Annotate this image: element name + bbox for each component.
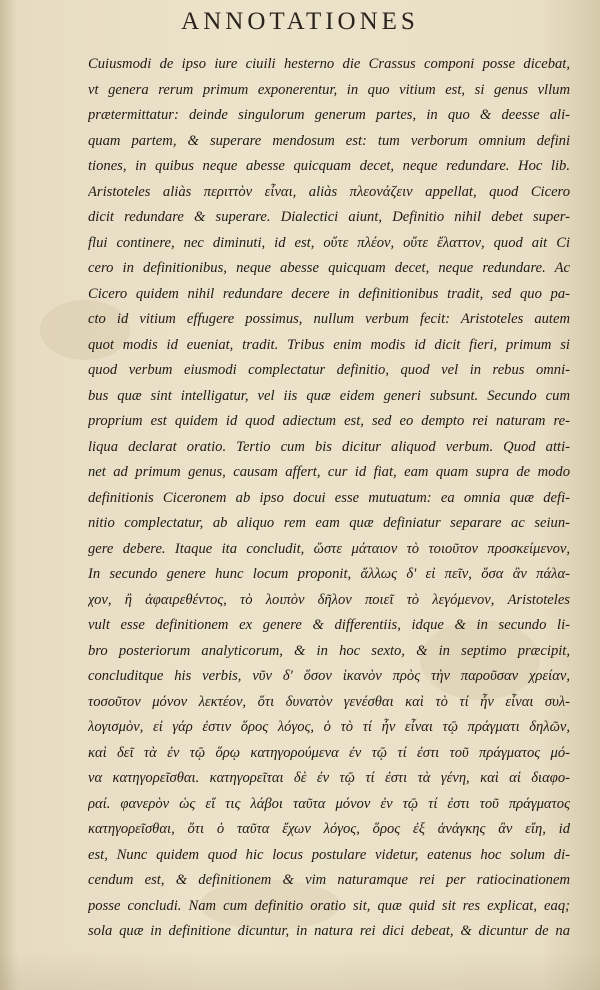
text-line: bus quæ sint intelligatur, vel iis quæ eidem generi subsunt. Secundo cum bbox=[88, 387, 570, 404]
text-line: net ad primum genus, causam affert, cur id fiat, eam quam supra de modo bbox=[88, 464, 570, 480]
text-line: cto id vitium effugere possimus, nullum verbum fecit: Aristoteles autem bbox=[88, 311, 570, 327]
text-line: prætermittatur: deinde singulorum generum partes, in quo & deesse ali- bbox=[88, 107, 570, 123]
text-line: proprium est quidem id quod adiectum est, sed eo dempto rei naturam re- bbox=[88, 413, 570, 429]
text-line: est, Nunc quidem quod hic locus postulare videtur, eatenus hoc solum di- bbox=[88, 846, 570, 863]
text-line: quod verbum eiusmodi complectatur definitio, quod vel in rebus omni- bbox=[88, 362, 570, 378]
text-line: nitio complectatur, ab aliquo rem eam quæ definiatur separare ac seiun- bbox=[88, 515, 570, 531]
running-title: ANNOTATIONES bbox=[181, 8, 419, 35]
text-line: quot modis id eueniat, tradit. Tribus enim modis id dicit fieri, primum si bbox=[88, 336, 570, 353]
text-line: τοσοῦτον μόνον λεκτέον, ὅτι δυνατὸν γενέσθαι καὶ τὸ τί ἦν εἶναι συλ- bbox=[88, 693, 570, 710]
text-line: cendum est, & definitionem & vim naturamque rei per ratiocinationem bbox=[88, 872, 570, 888]
text-line: bro posteriorum analyticorum, & in hoc sexto, & in septimo præcipit, bbox=[88, 642, 570, 659]
text-line: posse concludi. Nam cum definitio oratio sit, quæ quid sit res explicat, eaq; bbox=[88, 897, 570, 914]
text-line: liqua declarat oratio. Tertio cum bis dicitur aliquod verbum. Quod atti- bbox=[88, 438, 570, 455]
text-line: In secundo genere hunc locum proponit, ἄλλως δ' εἰ πεῖν, ὅσα ἂν πάλα- bbox=[88, 566, 570, 582]
page-bottom-shadow bbox=[0, 950, 600, 990]
text-line: cero in definitionibus, neque abesse quicquam decet, neque redundare. Ac bbox=[88, 260, 570, 276]
text-line: να κατηγορεῖσθαι. κατηγορεῖται δὲ ἐν τῷ τί ἐστι τὰ γένη, καὶ αἱ διαφο- bbox=[88, 770, 570, 786]
text-line: quam partem, & superare mendosum est: tum verborum omnium defini bbox=[88, 132, 570, 149]
text-line: gere debere. Itaque ita concludit, ὥστε μάταιον τὸ τοιοῦτον προσκείμενον, bbox=[88, 540, 570, 557]
text-line: vt genera rerum primum exponerentur, in quo vitium est, si genus vllum bbox=[88, 81, 570, 98]
text-line: tiones, in quibus neque abesse quicquam decet, neque redundare. Hoc lib. bbox=[88, 158, 570, 174]
text-line: flui continere, nec diminuti, id est, οὔτε πλέον, οὔτε ἔλαττον, quod ait Ci bbox=[88, 234, 570, 251]
text-line: dicit redundare & superare. Dialectici aiunt, Definitio nihil debet super- bbox=[88, 209, 570, 225]
text-line: concluditque his verbis, νῦν δ' ὅσον ἱκανὸν πρὸς τὴν παροῦσαν χρείαν, bbox=[88, 668, 570, 684]
text-line: sola quæ in definitione dicuntur, in natura rei dici debeat, & dicuntur de na bbox=[88, 923, 570, 939]
text-line: χον, ἢ ἀφαιρεθέντος, τὸ λοιπὸν δῆλον ποιεῖ τὸ λεγόμενον, Aristoteles bbox=[88, 591, 570, 608]
text-line: definitionis Ciceronem ab ipso docui esse mutuatum: ea omnia quæ defi- bbox=[88, 489, 570, 506]
text-line: κατηγορεῖσθαι, ὅτι ὁ ταῦτα ἔχων λόγος, ὅρος ἐξ ἀνάγκης ἂν εἴη, id bbox=[88, 821, 570, 837]
text-line: Cicero quidem nihil redundare decere in definitionibus tradit, sed quo pa- bbox=[88, 285, 570, 302]
text-line: λογισμὸν, εἰ γάρ ἐστιν ὅρος λόγος, ὁ τὸ τί ἦν εἶναι τῷ πράγματι δηλῶν, bbox=[88, 719, 570, 735]
text-line: καὶ δεῖ τὰ ἐν τῷ ὅρῳ κατηγορούμενα ἐν τῷ τί ἐστι τοῦ πράγματος μό- bbox=[88, 744, 570, 761]
text-line: Aristoteles aliàs περιττὸν εἶναι, aliàs πλεονάζειν appellat, quod Cicero bbox=[88, 183, 570, 200]
annotation-text-block bbox=[88, 52, 570, 952]
text-line: ραί. φανερὸν ὡς εἴ τις λάβοι ταῦτα μόνον ἐν τῷ τί ἐστι τοῦ πράγματος bbox=[88, 795, 570, 812]
text-line: Cuiusmodi de ipso iure ciuili hesterno die Crassus componi posse dicebat, bbox=[88, 56, 570, 72]
text-line: vult esse definitionem ex genere & differentiis, idque & in secundo li- bbox=[88, 617, 570, 633]
